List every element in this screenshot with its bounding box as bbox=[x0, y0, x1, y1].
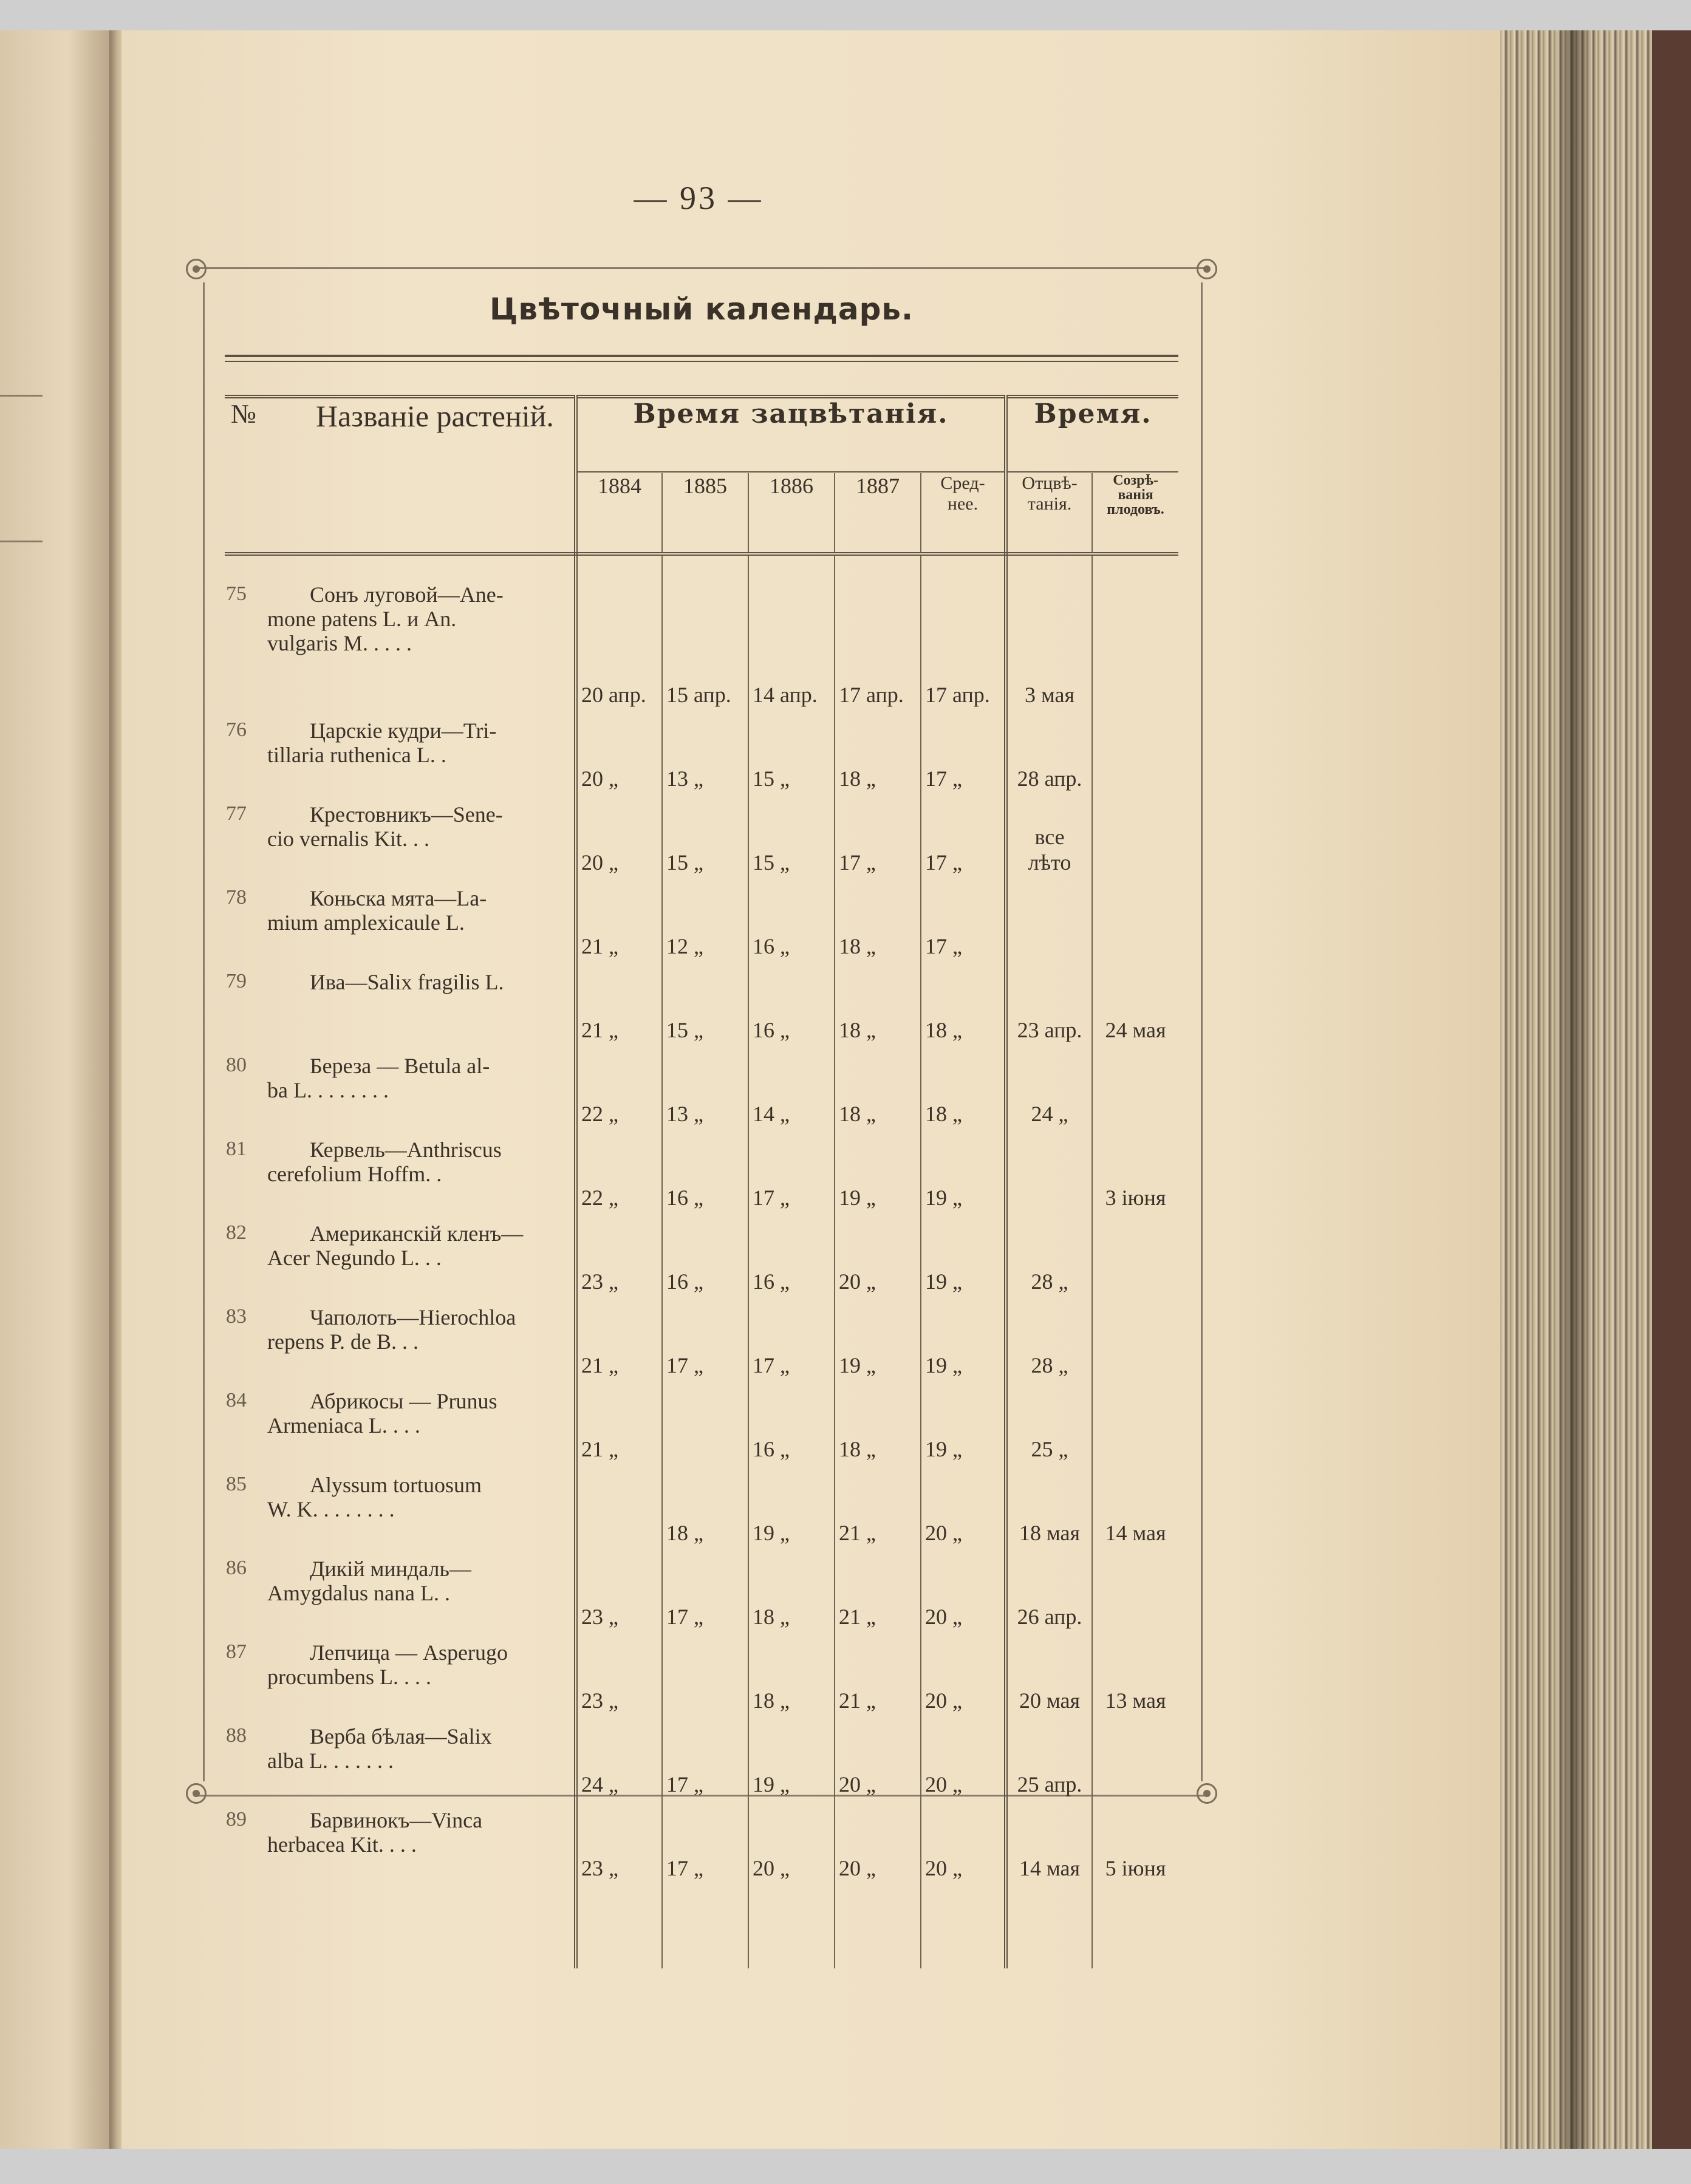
plant-name bbox=[267, 1722, 576, 1806]
bloom-1887: 19 „ bbox=[835, 1303, 921, 1387]
bloom-1886: 20 „ bbox=[748, 1806, 835, 1889]
end-of-bloom-line: 28 „ bbox=[1031, 1269, 1068, 1294]
bloom-1884: 21 „ bbox=[576, 967, 662, 1051]
end-of-bloom bbox=[1006, 1387, 1092, 1470]
header-end-bloom bbox=[1006, 473, 1092, 555]
header-fruit-ripening bbox=[1092, 473, 1178, 555]
bloom-1887: 21 „ bbox=[835, 1554, 921, 1638]
bloom-1885: 15 апр. bbox=[662, 580, 748, 716]
row-number: 83 bbox=[226, 1305, 247, 1328]
row-number: 86 bbox=[226, 1557, 247, 1579]
table-row bbox=[225, 1135, 1178, 1219]
scan-background-bottom bbox=[0, 2149, 1691, 2184]
bloom-1887: 19 „ bbox=[835, 1135, 921, 1219]
plant-name-line: Коньска мята—La- bbox=[310, 886, 487, 910]
bloom-1887: 18 „ bbox=[835, 884, 921, 967]
end-of-bloom-line: 25 „ bbox=[1031, 1437, 1068, 1461]
corner-rosette-icon bbox=[186, 1783, 207, 1804]
bloom-average: 18 „ bbox=[921, 1051, 1006, 1135]
end-of-bloom bbox=[1006, 1219, 1092, 1303]
plant-name bbox=[267, 1135, 576, 1219]
bloom-1884: 23 „ bbox=[576, 1554, 662, 1638]
plant-name-line: cio vernalis Kit. . . bbox=[267, 827, 429, 851]
bloom-1887: 18 „ bbox=[835, 967, 921, 1051]
page-number: — 93 — bbox=[634, 180, 764, 216]
end-of-bloom bbox=[1006, 967, 1092, 1051]
plant-name-line: Дикій миндаль— bbox=[310, 1557, 471, 1581]
fruit-ripening: 14 мая bbox=[1105, 1521, 1166, 1545]
bloom-1886: 16 „ bbox=[748, 1219, 835, 1303]
bloom-1887: 17 апр. bbox=[835, 580, 921, 716]
plant-name-line: W. K. . . . . . . . bbox=[267, 1497, 395, 1521]
plant-name-line: alba L. . . . . . . bbox=[267, 1749, 394, 1773]
fruit-ripening bbox=[1092, 1722, 1178, 1806]
fruit-ripening bbox=[1092, 716, 1178, 800]
header-end-bloom-line: танія. bbox=[1027, 494, 1072, 514]
plant-name-line: Крестовникъ—Sene- bbox=[310, 802, 503, 827]
book-cover-edge bbox=[1652, 30, 1691, 2150]
header-fruit-ripening-line: плодовъ. bbox=[1107, 502, 1164, 517]
plant-name bbox=[267, 1219, 576, 1303]
plant-name bbox=[267, 1470, 576, 1554]
plant-name bbox=[267, 1554, 576, 1638]
bloom-1885: 15 „ bbox=[662, 967, 748, 1051]
end-of-bloom-line: 23 апр. bbox=[1017, 1018, 1082, 1042]
table-row bbox=[225, 1722, 1178, 1806]
plant-name-line: Американскій кленъ— bbox=[310, 1221, 524, 1246]
header-fruit-ripening-line: ванія bbox=[1118, 487, 1153, 503]
plant-name-line: Amygdalus nana L. . bbox=[267, 1581, 450, 1605]
plant-name-line: mium amplexicaule L. bbox=[267, 910, 465, 935]
scan-background-top bbox=[0, 0, 1691, 29]
left-page-rule bbox=[0, 395, 43, 397]
table-row bbox=[225, 1387, 1178, 1470]
row-number: 89 bbox=[226, 1808, 247, 1831]
end-of-bloom bbox=[1006, 1470, 1092, 1554]
bloom-1884: 21 „ bbox=[576, 1303, 662, 1387]
plant-name-line: Сонъ луговой—Ane- bbox=[310, 582, 504, 607]
corner-rosette-icon bbox=[1197, 1783, 1217, 1804]
end-of-bloom bbox=[1006, 1638, 1092, 1722]
row-number: 88 bbox=[226, 1724, 247, 1747]
bloom-1884: 21 „ bbox=[576, 1387, 662, 1470]
end-of-bloom-line: 3 мая bbox=[1025, 683, 1075, 707]
fruit-ripening: 5 іюня bbox=[1105, 1856, 1166, 1880]
bloom-average: 18 „ bbox=[921, 967, 1006, 1051]
row-number: 80 bbox=[226, 1054, 247, 1076]
bloom-average: 19 „ bbox=[921, 1219, 1006, 1303]
fruit-ripening bbox=[1092, 884, 1178, 967]
end-of-bloom-line: 18 мая bbox=[1019, 1521, 1081, 1545]
plant-name bbox=[267, 800, 576, 884]
plant-name-line: tillaria ruthenica L. . bbox=[267, 743, 446, 767]
bloom-1884: 20 апр. bbox=[576, 580, 662, 716]
bloom-average: 17 апр. bbox=[921, 580, 1006, 716]
fruit-ripening bbox=[1092, 1051, 1178, 1135]
header-year: 1886 bbox=[748, 473, 835, 555]
bloom-average: 19 „ bbox=[921, 1303, 1006, 1387]
bloom-1884: 22 „ bbox=[576, 1051, 662, 1135]
bloom-1884: 22 „ bbox=[576, 1135, 662, 1219]
plant-name-line: Абрикосы — Prunus bbox=[310, 1389, 497, 1413]
end-of-bloom bbox=[1006, 1051, 1092, 1135]
bloom-1886: 14 апр. bbox=[748, 580, 835, 716]
table-row bbox=[225, 1638, 1178, 1722]
fruit-ripening: 24 мая bbox=[1105, 1018, 1166, 1042]
bloom-1886: 16 „ bbox=[748, 967, 835, 1051]
bloom-1885 bbox=[662, 1638, 748, 1722]
fruit-ripening: 13 мая bbox=[1105, 1688, 1166, 1713]
plant-name-line: Кервель—Anthriscus bbox=[310, 1138, 502, 1162]
page-title: Цвѣточный календарь. bbox=[490, 292, 914, 327]
end-of-bloom bbox=[1006, 716, 1092, 800]
row-number: 82 bbox=[226, 1221, 247, 1244]
bloom-1884: 23 „ bbox=[576, 1219, 662, 1303]
bloom-1885: 13 „ bbox=[662, 716, 748, 800]
bloom-average: 20 „ bbox=[921, 1554, 1006, 1638]
header-year: 1887 bbox=[835, 473, 921, 555]
table-row bbox=[225, 716, 1178, 800]
end-of-bloom-line: 28 апр. bbox=[1017, 766, 1082, 791]
bloom-1886: 16 „ bbox=[748, 884, 835, 967]
end-of-bloom bbox=[1006, 580, 1092, 716]
plant-name bbox=[267, 1303, 576, 1387]
bloom-1886: 16 „ bbox=[748, 1387, 835, 1470]
plant-name-line: herbacea Kit. . . . bbox=[267, 1832, 417, 1857]
bloom-1885: 12 „ bbox=[662, 884, 748, 967]
bloom-1885: 17 „ bbox=[662, 1806, 748, 1889]
bloom-1887: 21 „ bbox=[835, 1638, 921, 1722]
table-row bbox=[225, 967, 1178, 1051]
end-of-bloom bbox=[1006, 1554, 1092, 1638]
bloom-1884: 23 „ bbox=[576, 1638, 662, 1722]
bloom-average: 19 „ bbox=[921, 1387, 1006, 1470]
bloom-1884: 24 „ bbox=[576, 1722, 662, 1806]
bloom-1885: 16 „ bbox=[662, 1219, 748, 1303]
bloom-average: 20 „ bbox=[921, 1722, 1006, 1806]
plant-name bbox=[267, 716, 576, 800]
plant-name-line: cerefolium Hoffm. . bbox=[267, 1162, 442, 1186]
end-of-bloom bbox=[1006, 1303, 1092, 1387]
plant-name-line: Барвинокъ—Vinca bbox=[310, 1808, 483, 1832]
header-average-line: Сред- bbox=[940, 473, 985, 493]
row-number: 76 bbox=[226, 718, 247, 741]
table-row bbox=[225, 1051, 1178, 1135]
fruit-ripening bbox=[1092, 800, 1178, 884]
table-row bbox=[225, 580, 1178, 716]
bloom-average: 20 „ bbox=[921, 1806, 1006, 1889]
bloom-1886: 18 „ bbox=[748, 1554, 835, 1638]
plant-name bbox=[267, 580, 576, 716]
row-number: 85 bbox=[226, 1473, 247, 1495]
header-fruit-ripening-line: Созрѣ- bbox=[1113, 473, 1158, 488]
header-year: 1884 bbox=[576, 473, 662, 555]
bloom-1887: 20 „ bbox=[835, 1806, 921, 1889]
table-tail-row bbox=[225, 1889, 1178, 1968]
bloom-1885 bbox=[662, 1387, 748, 1470]
plant-name bbox=[267, 1806, 576, 1889]
title-rule bbox=[225, 355, 1178, 357]
bloom-1887: 18 „ bbox=[835, 1051, 921, 1135]
bloom-1885: 17 „ bbox=[662, 1722, 748, 1806]
bloom-1885: 15 „ bbox=[662, 800, 748, 884]
end-of-bloom bbox=[1006, 1806, 1092, 1889]
header-average-line: нее. bbox=[947, 494, 979, 514]
page-stack-shadow bbox=[1555, 30, 1591, 2150]
end-of-bloom-line: 26 апр. bbox=[1017, 1605, 1082, 1629]
end-of-bloom bbox=[1006, 1722, 1092, 1806]
left-page-rule bbox=[0, 541, 43, 542]
plant-name-line: ba L. . . . . . . . bbox=[267, 1078, 389, 1102]
fruit-ripening bbox=[1092, 1219, 1178, 1303]
fruit-ripening bbox=[1092, 580, 1178, 716]
bloom-1885: 17 „ bbox=[662, 1303, 748, 1387]
bloom-1886: 19 „ bbox=[748, 1722, 835, 1806]
bloom-average: 20 „ bbox=[921, 1638, 1006, 1722]
table-row bbox=[225, 1470, 1178, 1554]
flower-calendar-table bbox=[225, 395, 1178, 1968]
end-of-bloom bbox=[1006, 884, 1092, 967]
bloom-1886: 15 „ bbox=[748, 716, 835, 800]
row-number: 79 bbox=[226, 970, 247, 992]
plant-name bbox=[267, 884, 576, 967]
end-of-bloom-line: 14 мая bbox=[1019, 1856, 1081, 1880]
bloom-1886: 17 „ bbox=[748, 1303, 835, 1387]
table-row bbox=[225, 1806, 1178, 1889]
table-spacer-row bbox=[225, 554, 1178, 580]
left-page-edge bbox=[0, 30, 112, 2150]
header-time: Время. bbox=[1006, 397, 1178, 473]
fruit-ripening bbox=[1092, 1554, 1178, 1638]
bloom-1885: 18 „ bbox=[662, 1470, 748, 1554]
bloom-1884: 21 „ bbox=[576, 884, 662, 967]
end-of-bloom bbox=[1006, 1135, 1092, 1219]
plant-name-line: Верба бѣлая—Salix bbox=[310, 1724, 492, 1749]
bloom-average: 19 „ bbox=[921, 1135, 1006, 1219]
plant-name-line: mone patens L. и An. bbox=[267, 607, 457, 631]
bloom-1886: 17 „ bbox=[748, 1135, 835, 1219]
bloom-1886: 18 „ bbox=[748, 1638, 835, 1722]
header-bloom-time: Время зацвѣтанія. bbox=[576, 397, 1006, 473]
plant-name-line: Acer Negundo L. . . bbox=[267, 1246, 442, 1270]
end-of-bloom-line: все bbox=[1034, 825, 1065, 849]
plant-name-line: Царскіе кудри—Tri- bbox=[310, 718, 497, 743]
table-row bbox=[225, 800, 1178, 884]
bloom-average: 17 „ bbox=[921, 716, 1006, 800]
row-number: 87 bbox=[226, 1640, 247, 1663]
bloom-1885: 13 „ bbox=[662, 1051, 748, 1135]
plant-name-line: Чаполоть—Hierochloa bbox=[310, 1305, 516, 1329]
plant-name-line: Alyssum tortuosum bbox=[310, 1473, 482, 1497]
end-of-bloom-line: 20 мая bbox=[1019, 1688, 1081, 1713]
header-plant-name: Названіе растеній. bbox=[267, 397, 576, 554]
bloom-1884: 23 „ bbox=[576, 1806, 662, 1889]
end-of-bloom-line: 24 „ bbox=[1031, 1102, 1068, 1126]
fruit-ripening bbox=[1092, 1303, 1178, 1387]
end-of-bloom-line: 25 апр. bbox=[1017, 1772, 1082, 1797]
header-year: 1885 bbox=[662, 473, 748, 555]
row-number: 81 bbox=[226, 1138, 247, 1160]
bloom-1886: 14 „ bbox=[748, 1051, 835, 1135]
title-rule bbox=[225, 361, 1178, 362]
end-of-bloom-line: 28 „ bbox=[1031, 1353, 1068, 1377]
table-row bbox=[225, 1554, 1178, 1638]
bloom-1884: 20 „ bbox=[576, 800, 662, 884]
row-number: 75 bbox=[226, 582, 247, 605]
table-header-row bbox=[225, 397, 1178, 473]
corner-rosette-icon bbox=[186, 259, 207, 279]
bloom-1886: 15 „ bbox=[748, 800, 835, 884]
fruit-ripening bbox=[1092, 1387, 1178, 1470]
bloom-1887: 20 „ bbox=[835, 1219, 921, 1303]
bloom-1887: 18 „ bbox=[835, 716, 921, 800]
row-number: 77 bbox=[226, 802, 247, 825]
header-average bbox=[921, 473, 1006, 555]
fruit-ripening: 3 іюня bbox=[1105, 1186, 1166, 1210]
plant-name-line: Armeniaca L. . . . bbox=[267, 1413, 420, 1438]
plant-name-line: vulgaris M. . . . . bbox=[267, 631, 412, 655]
plant-name-line: Лепчица — Asperugo bbox=[310, 1640, 508, 1665]
bloom-1885: 16 „ bbox=[662, 1135, 748, 1219]
bloom-average: 17 „ bbox=[921, 884, 1006, 967]
row-number: 84 bbox=[226, 1389, 247, 1411]
plant-name bbox=[267, 1387, 576, 1470]
plant-name-line: Ива—Salix fragilis L. bbox=[310, 970, 504, 994]
bloom-1887: 18 „ bbox=[835, 1387, 921, 1470]
header-number: № bbox=[225, 397, 267, 554]
bloom-1884 bbox=[576, 1470, 662, 1554]
header-end-bloom-line: Отцвѣ- bbox=[1022, 473, 1078, 493]
row-number: 78 bbox=[226, 886, 247, 909]
bloom-1887: 17 „ bbox=[835, 800, 921, 884]
plant-name-line: Береза — Betula al- bbox=[310, 1054, 490, 1078]
bloom-1887: 21 „ bbox=[835, 1470, 921, 1554]
plant-name-line: repens P. de B. . . bbox=[267, 1329, 418, 1354]
bloom-1886: 19 „ bbox=[748, 1470, 835, 1554]
corner-rosette-icon bbox=[1197, 259, 1217, 279]
plant-name bbox=[267, 967, 576, 1051]
plant-name-line: procumbens L. . . . bbox=[267, 1665, 431, 1689]
bloom-average: 20 „ bbox=[921, 1470, 1006, 1554]
bloom-1885: 17 „ bbox=[662, 1554, 748, 1638]
end-of-bloom bbox=[1006, 800, 1092, 884]
plant-name bbox=[267, 1638, 576, 1722]
end-of-bloom-line: лѣто bbox=[1028, 850, 1071, 875]
bloom-average: 17 „ bbox=[921, 800, 1006, 884]
table-row bbox=[225, 1303, 1178, 1387]
plant-name bbox=[267, 1051, 576, 1135]
table-row bbox=[225, 1219, 1178, 1303]
table-row bbox=[225, 884, 1178, 967]
bloom-1887: 20 „ bbox=[835, 1722, 921, 1806]
bloom-1884: 20 „ bbox=[576, 716, 662, 800]
